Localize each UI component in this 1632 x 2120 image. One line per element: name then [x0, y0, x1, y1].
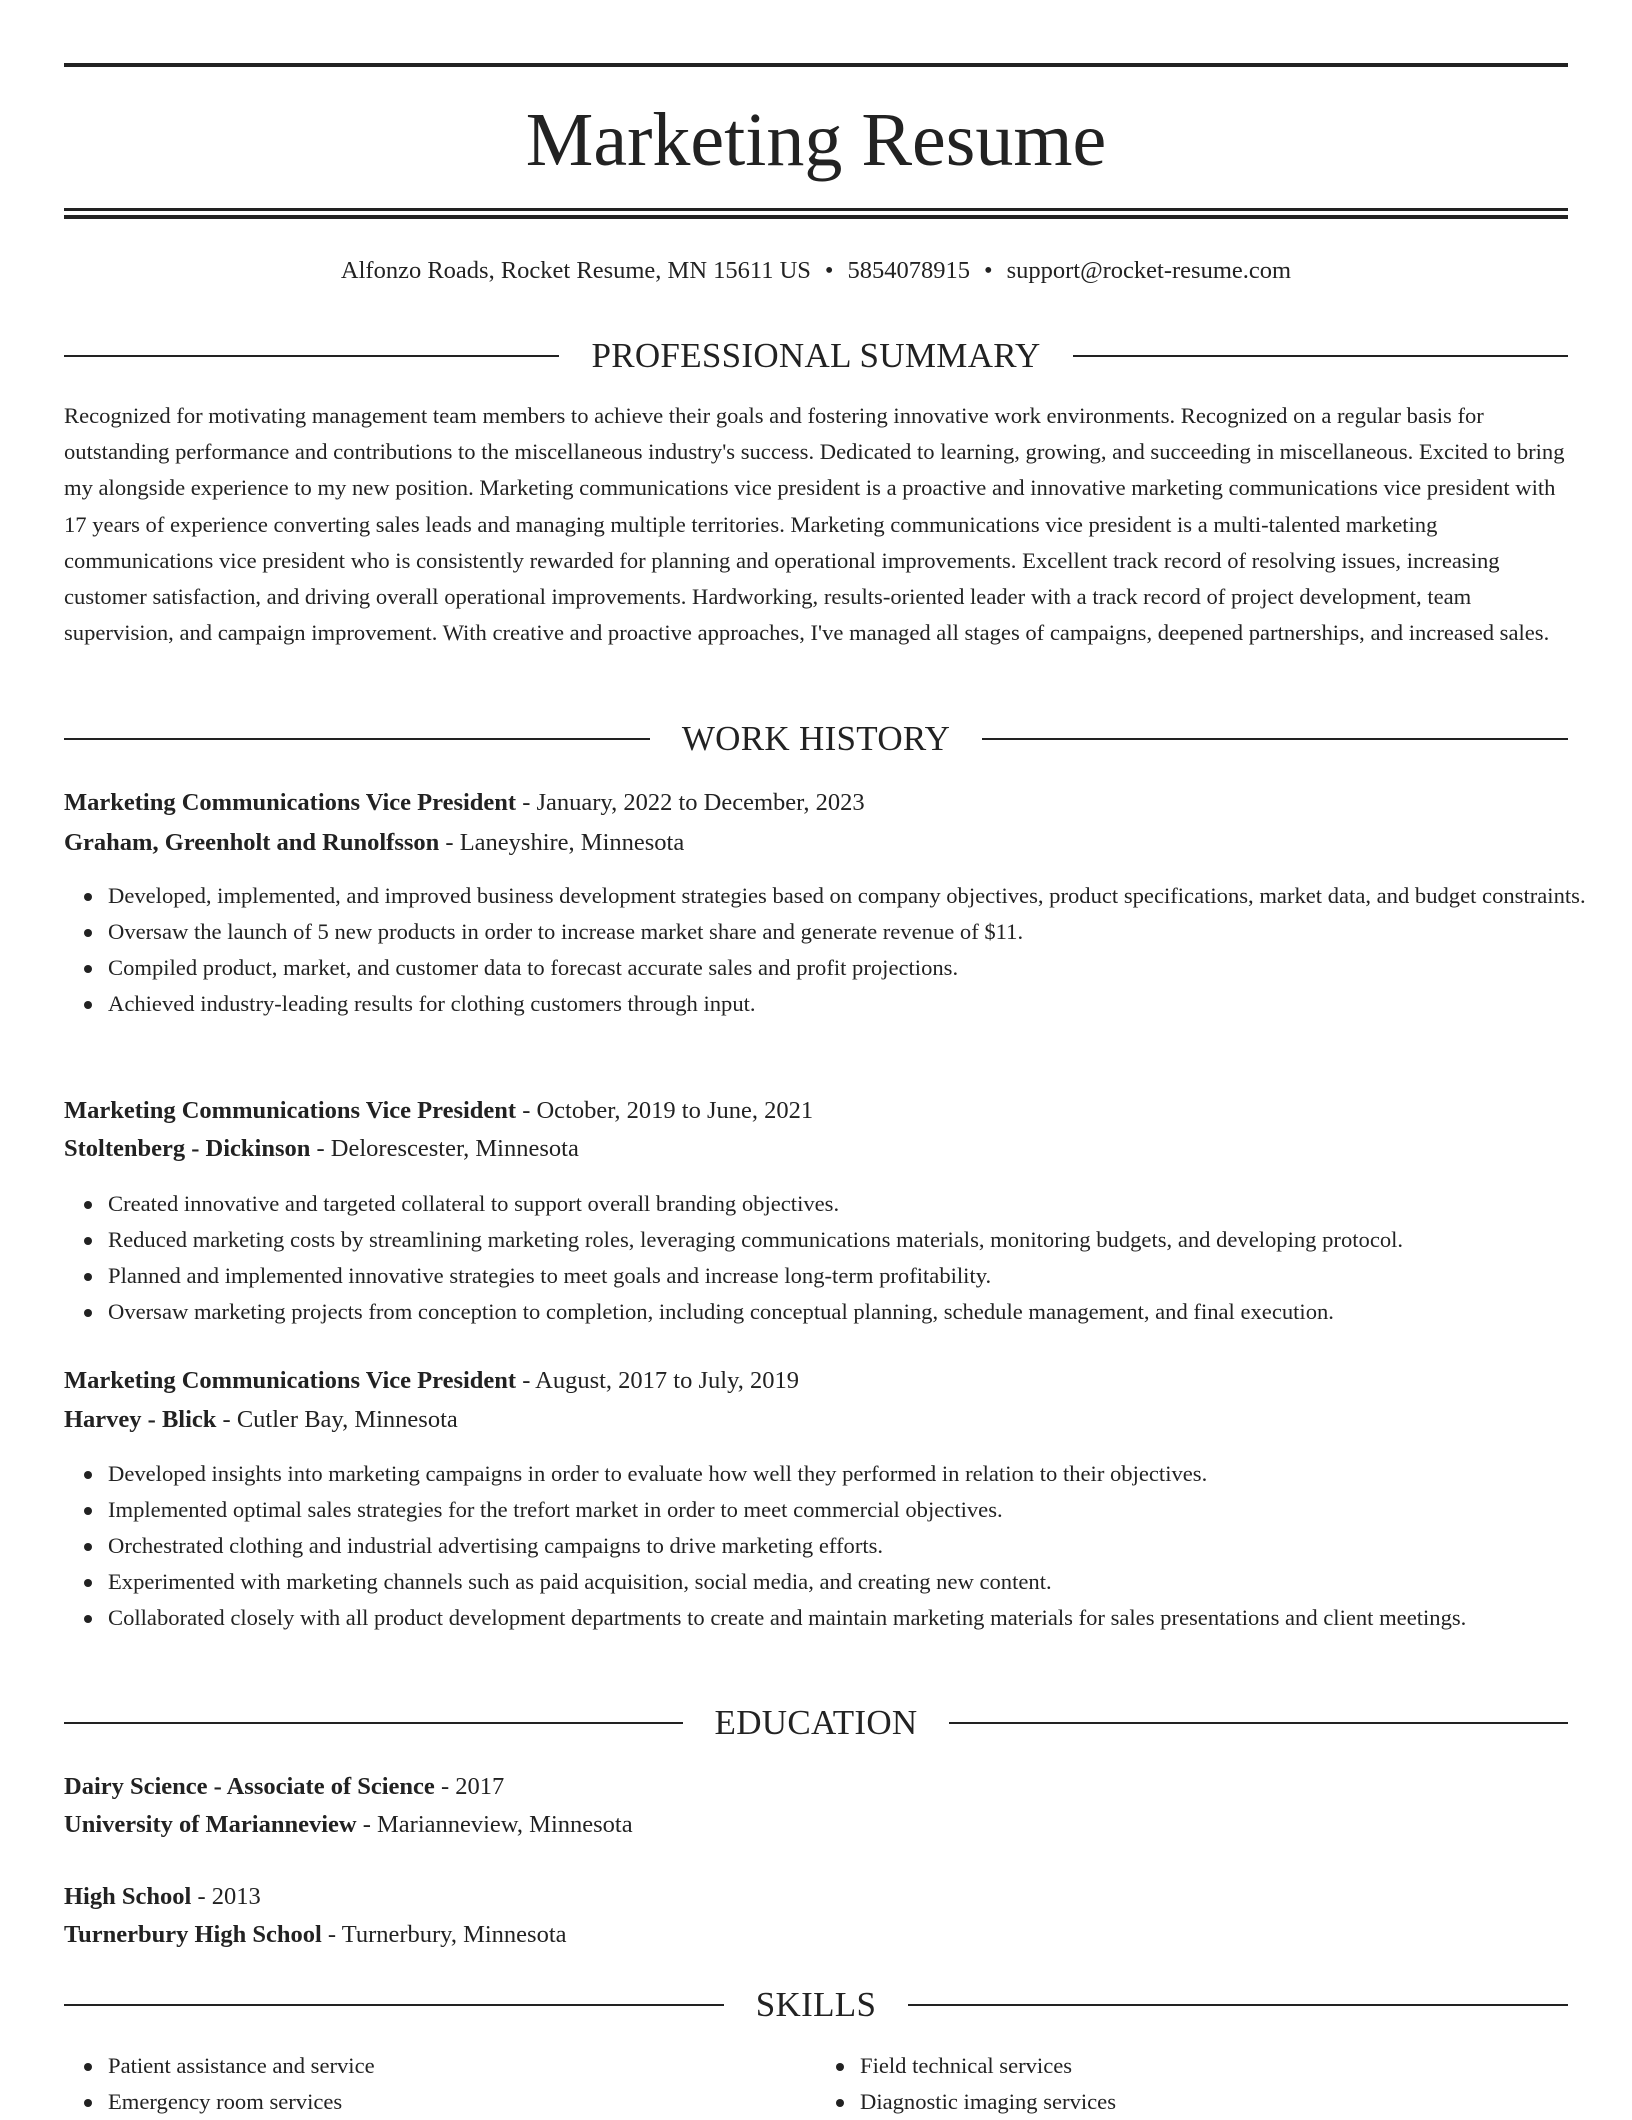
education-school-line: [64, 1808, 1568, 1842]
section-title: WORK HISTORY: [681, 719, 951, 758]
section-header-skills: [64, 1983, 1568, 2027]
contact-separator: •: [824, 257, 834, 284]
job-title: Marketing Communications Vice President: [64, 1097, 517, 1124]
job-bullets: [64, 878, 1612, 1022]
list-item: Emergency room services: [108, 2084, 816, 2120]
list-item: Created innovative and targeted collateral to support overall branding objectives.: [108, 1186, 1612, 1222]
contact-phone: 5854078915: [847, 257, 970, 284]
job-dates: - October, 2019 to June, 2021: [516, 1097, 814, 1124]
section-title: SKILLS: [755, 1985, 877, 2024]
education-degree-line: [64, 1880, 1568, 1914]
divider-line: [64, 355, 559, 357]
education-degree: Dairy Science - Associate of Science: [64, 1773, 435, 1800]
skills-list-left: [64, 2048, 816, 2120]
header-double-rule-upper: [64, 208, 1568, 211]
list-item: Diagnostic imaging services: [860, 2084, 1568, 2120]
education-location: - Marianneview, Minnesota: [356, 1811, 633, 1838]
list-item: Field technical services: [860, 2048, 1568, 2084]
contact-address: Alfonzo Roads, Rocket Resume, MN 15611 US: [340, 257, 811, 284]
skills-columns: [64, 2048, 1568, 2120]
divider-line: [64, 2004, 724, 2006]
job-company: Stoltenberg - Dickinson: [64, 1135, 311, 1162]
contact-separator: •: [984, 257, 993, 284]
job-bullets: [64, 1456, 1612, 1636]
education-school: Turnerbury High School: [64, 1921, 322, 1948]
divider-line: [982, 738, 1568, 740]
list-item: Patient assistance and service: [108, 2048, 816, 2084]
contact-line: [64, 254, 1568, 288]
education-school: University of Marianneview: [64, 1811, 357, 1838]
section-header-education: [64, 1701, 1568, 1745]
list-item: Experimented with marketing channels such as paid acquisition, social media, and creating new content.: [108, 1564, 1612, 1600]
job-location: - Cutler Bay, Minnesota: [216, 1406, 458, 1433]
list-item: Developed insights into marketing campaigns in order to evaluate how well they performed in relation to their objectives.: [108, 1456, 1612, 1492]
list-item: Oversaw the launch of 5 new products in order to increase market share and generate revenue of $11.: [108, 914, 1612, 950]
job-title-line: [64, 1364, 1568, 1398]
job-title-line: [64, 1094, 1568, 1128]
job-dates: - January, 2022 to December, 2023: [516, 789, 865, 816]
job-title: Marketing Communications Vice President: [64, 1367, 517, 1394]
job-company: Harvey - Blick: [64, 1406, 217, 1433]
education-year: - 2013: [191, 1883, 261, 1910]
section-title: EDUCATION: [714, 1703, 918, 1742]
skills-list-right: [816, 2048, 1568, 2120]
list-item: Orchestrated clothing and industrial advertising campaigns to drive marketing efforts.: [108, 1528, 1612, 1564]
job-company: Graham, Greenholt and Runolfsson: [64, 829, 440, 856]
header-double-rule-lower: [64, 215, 1568, 219]
header-top-rule: [64, 63, 1568, 67]
list-item: Implemented optimal sales strategies for the trefort market in order to meet commercial objectives.: [108, 1492, 1612, 1528]
education-degree-line: [64, 1770, 1568, 1804]
education-year: - 2017: [434, 1773, 505, 1800]
summary-text: Recognized for motivating management team members to achieve their goals and fostering innovative work environments. Recognized on a regular basis for outstanding performance and contributions to the miscellaneous industry's success. Dedicated to learning, growing, and succeeding in miscellaneous. Excited to bring my alongside experience to my new position. Marketing communications vice president is a proactive and innovative marketing communications vice president with 17 years of experience converting sales leads and managing multiple territories. Marketing communications vice president is a multi-talented marketing communications vice president who is consistently rewarded for planning and operational improvements. Excellent track record of resolving issues, increasing customer satisfaction, and driving overall operational improvements. Hardworking, results-oriented leader with a track record of project development, team supervision, and campaign improvement. With creative and proactive approaches, I've managed all stages of campaigns, deepened partnerships, and increased sales.: [64, 403, 1565, 646]
job-company-line: [64, 826, 1568, 860]
list-item: Developed, implemented, and improved business development strategies based on company objectives, product specifications, market data, and budget constraints.: [108, 878, 1612, 914]
education-school-line: [64, 1918, 1568, 1952]
divider-line: [908, 2004, 1568, 2006]
job-company-line: [64, 1132, 1568, 1166]
section-title: PROFESSIONAL SUMMARY: [591, 336, 1041, 375]
list-item: Collaborated closely with all product development departments to create and maintain marketing materials for sales presentations and client meetings.: [108, 1600, 1612, 1636]
divider-line: [1073, 355, 1568, 357]
list-item: Compiled product, market, and customer data to forecast accurate sales and profit projections.: [108, 950, 1612, 986]
list-item: Planned and implemented innovative strategies to meet goals and increase long-term profitability.: [108, 1258, 1612, 1294]
education-location: - Turnerbury, Minnesota: [321, 1921, 567, 1948]
job-title: Marketing Communications Vice President: [64, 789, 517, 816]
job-location: - Laneyshire, Minnesota: [439, 829, 685, 856]
section-header-work: [64, 717, 1568, 761]
job-dates: - August, 2017 to July, 2019: [516, 1367, 799, 1394]
resume-title: Marketing Resume: [525, 98, 1107, 182]
divider-line: [64, 1722, 683, 1724]
job-title-line: [64, 786, 1568, 820]
job-company-line: [64, 1403, 1568, 1437]
list-item: Oversaw marketing projects from conception to completion, including conceptual planning, schedule management, and final execution.: [108, 1294, 1612, 1330]
section-header-summary: [64, 334, 1568, 378]
job-bullets: [64, 1186, 1612, 1330]
divider-line: [64, 738, 650, 740]
education-degree: High School: [64, 1883, 192, 1910]
list-item: Achieved industry-leading results for clothing customers through input.: [108, 986, 1612, 1022]
contact-email: support@rocket-resume.com: [1006, 257, 1292, 284]
job-location: - Delorescester, Minnesota: [310, 1135, 579, 1162]
list-item: Reduced marketing costs by streamlining marketing roles, leveraging communications materials, monitoring budgets, and developing protocol.: [108, 1222, 1612, 1258]
divider-line: [949, 1722, 1568, 1724]
